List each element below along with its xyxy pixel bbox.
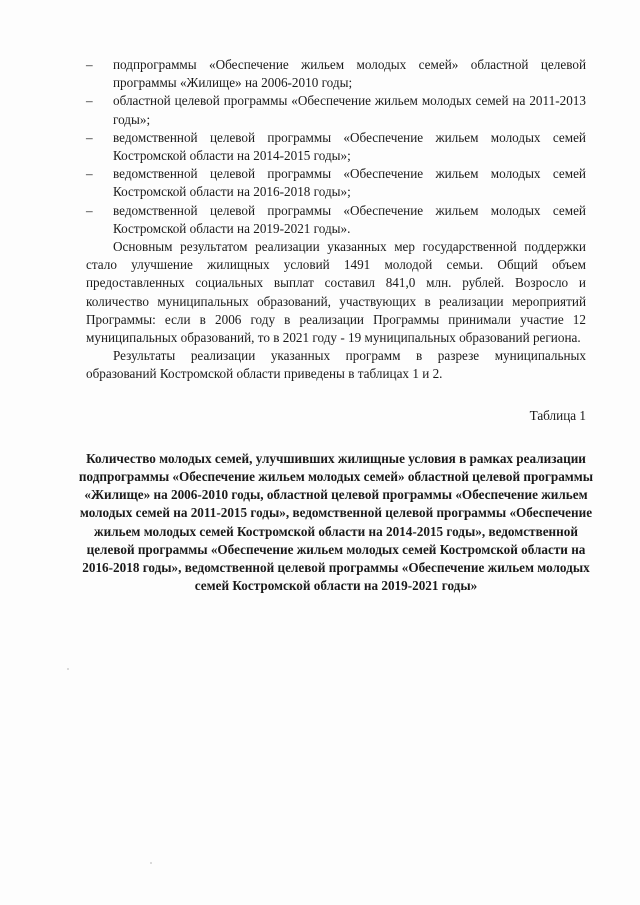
scan-speck: [150, 862, 152, 864]
list-item-text: ведомственной целевой программы «Обеспечение жильем молодых семей Костромской области на 2019-2021 годы».: [113, 202, 586, 236]
dash-marker: –: [86, 93, 93, 109]
table-title: Количество молодых семей, улучшивших жилищные условия в рамках реализации подпрограммы «Обеспечение жильем молодых семей» областной целевой программы «Жилище» на 2006-2010 годы, областной целевой программы «Обеспечение жильем молодых семей на 2011-2015 годы», ведомственной целевой программы «Обеспечение жильем молодых семей Костромской области на 2014-2015 годы», ведомственной целевой программы «Обеспечение жильем молодых семей Костромской области на 2016-2018 годы», ведомственной целевой программы «Обеспечение жильем молодых семей Костромской области на 2019-2021 годы»: [78, 450, 594, 594]
list-item: [86, 56, 586, 92]
list-item: [86, 92, 586, 128]
dash-marker: –: [86, 57, 93, 72]
list-item: [86, 129, 586, 165]
dash-marker: –: [86, 202, 93, 218]
program-list: [86, 56, 586, 238]
table-label: Таблица 1: [529, 407, 586, 423]
dash-marker: –: [86, 166, 93, 182]
list-item-text: ведомственной целевой программы «Обеспечение жильем молодых семей Костромской области на 2016-2018 годы»;: [113, 166, 586, 200]
list-item: [86, 165, 586, 201]
list-item-text: ведомственной целевой программы «Обеспечение жильем молодых семей Костромской области на 2014-2015 годы»;: [113, 129, 586, 164]
document-body: [78, 56, 594, 595]
tables-reference-paragraph: Результаты реализации указанных программ в разрезе муниципальных образований Костромской области приведены в таблицах 1 и 2.: [86, 348, 586, 382]
list-item-text: областной целевой программы «Обеспечение жильем молодых семей на 2011-2013 годы»;: [113, 93, 586, 127]
results-paragraph: Основным результатом реализации указанных мер государственной поддержки стало улучшение жилищных условий 1491 молодой семьи. Общий объем предоставленных социальных выплат составил 841,0 млн. рублей. Возросло и количество муниципальных образований, участвующих в реализации мероприятий Программы: если в 2006 году в реализации Программы принимали участие 12 муниципальных образований, то в 2021 году - 19 муниципальных образований региона.: [86, 239, 586, 346]
dash-marker: –: [86, 129, 93, 145]
scan-speck: [67, 668, 69, 670]
list-item: [86, 202, 586, 238]
list-item-text: подпрограммы «Обеспечение жильем молодых семей» областной целевой программы «Жилище» на 2006-2010 годы;: [113, 57, 586, 91]
